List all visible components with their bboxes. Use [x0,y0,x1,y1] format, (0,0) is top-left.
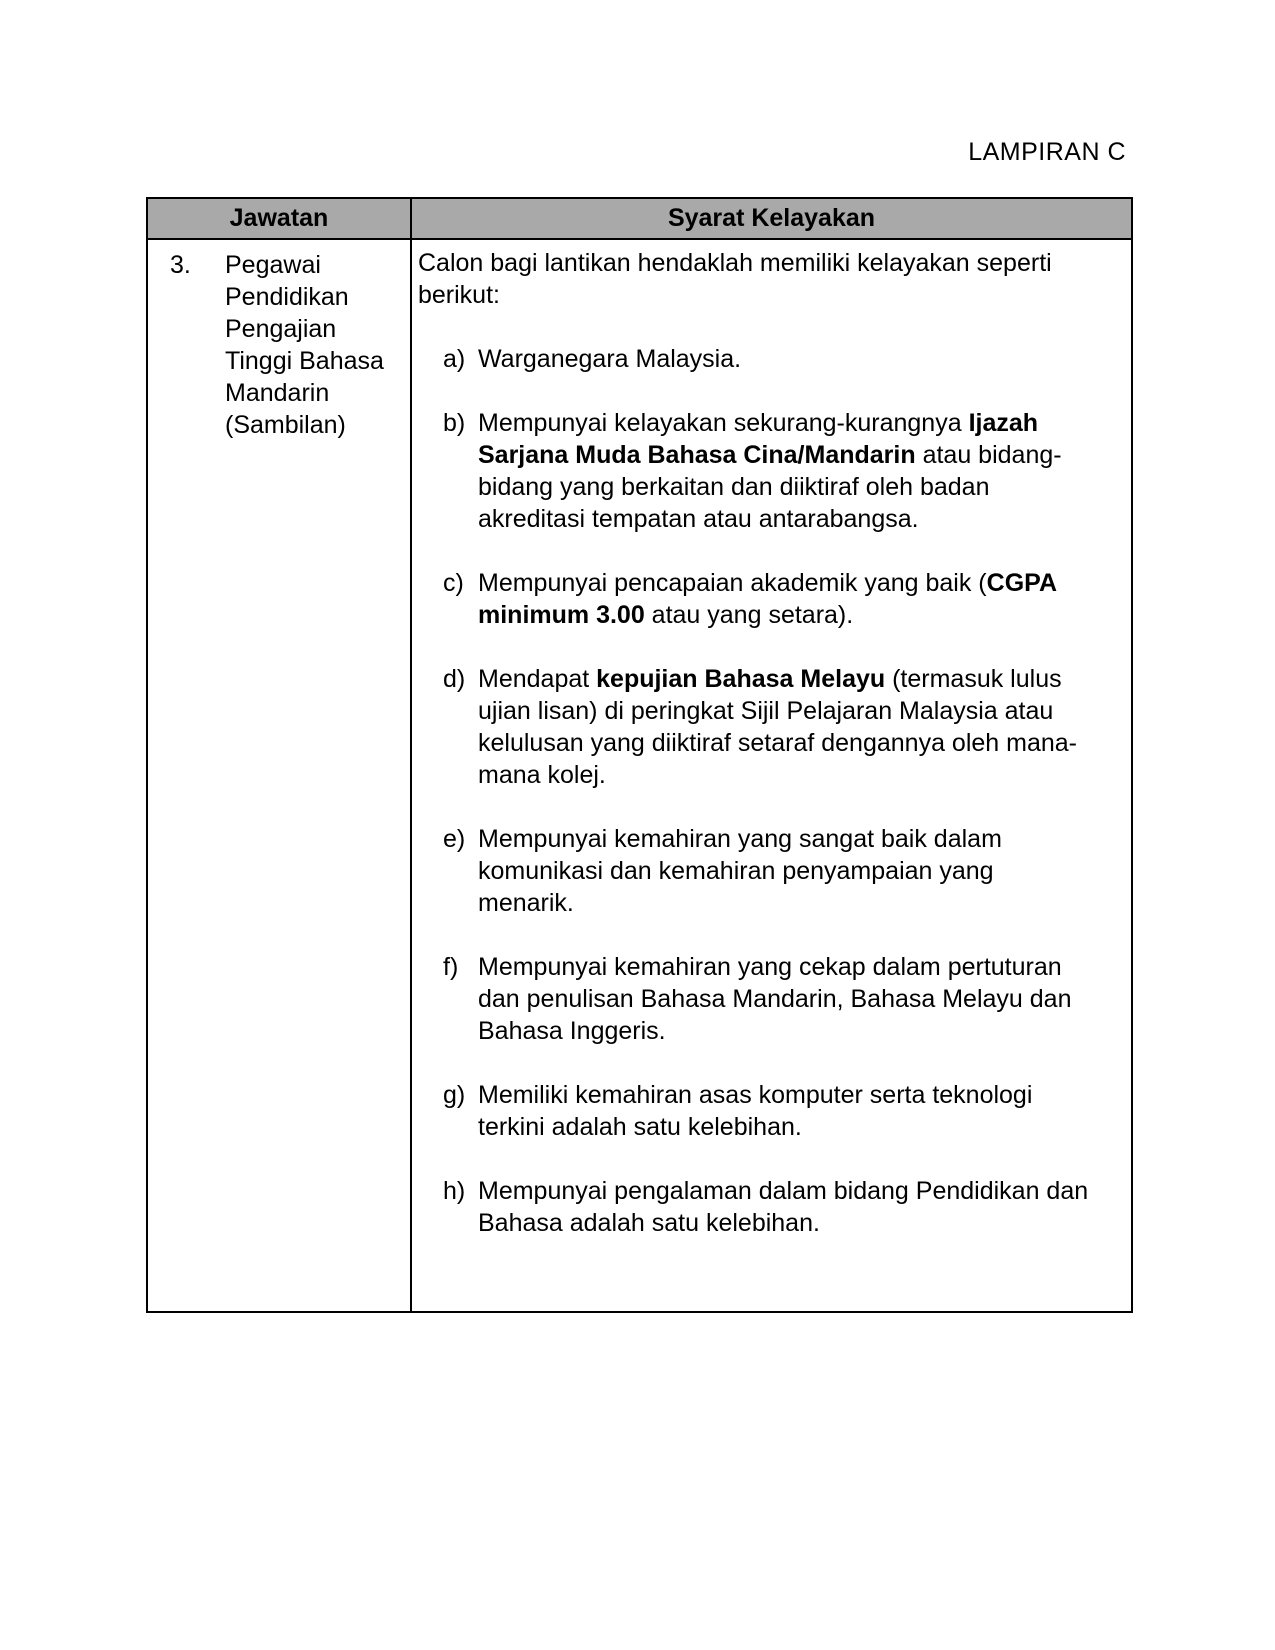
requirement-item-c [418,567,1091,631]
requirement-item-g [418,1079,1091,1143]
requirements-table [146,197,1133,1313]
requirement-text: Mempunyai kelayakan sekurang-kurangnya Ijazah Sarjana Muda Bahasa Cina/Mandarin atau bidang-bidang yang berkaitan dan diiktiraf oleh badan akreditasi tempatan atau antarabangsa. [478,409,1062,533]
requirement-letter: g) [443,1081,466,1109]
requirement-text: Mempunyai kemahiran yang cekap dalam pertuturan dan penulisan Bahasa Mandarin, Bahasa Melayu dan Bahasa Inggeris. [478,953,1072,1045]
requirement-item-d [418,663,1091,791]
table-row [147,239,1132,1312]
requirement-item-a [418,343,1091,375]
requirement-text: Mempunyai kemahiran yang sangat baik dalam komunikasi dan kemahiran penyampaian yang menarik. [478,825,1002,917]
requirement-text: Warganegara Malaysia. [478,345,742,373]
requirement-item-f [418,951,1091,1047]
requirement-letter: h) [443,1177,466,1205]
column-header-jawatan: Jawatan [147,198,411,239]
requirement-letter: e) [443,825,466,853]
requirement-item-h [418,1175,1091,1239]
position-title: Pegawai Pendidikan Pengajian Tinggi Bahasa Mandarin (Sambilan) [225,251,384,439]
jawatan-cell [147,239,411,1312]
requirements-list [418,343,1091,1239]
corner-label: LAMPIRAN C [968,138,1126,166]
requirement-letter: b) [443,409,466,437]
requirement-letter: c) [443,569,464,597]
syarat-kelayakan-cell [411,239,1132,1312]
table-header-row [147,198,1132,239]
requirement-letter: f) [443,953,459,981]
requirement-text: Mendapat kepujian Bahasa Melayu (termasuk lulus ujian lisan) di peringkat Sijil Pelajaran Malaysia atau kelulusan yang diiktiraf setaraf dengannya oleh mana-mana kolej. [478,665,1077,789]
column-header-syarat-kelayakan: Syarat Kelayakan [411,198,1132,239]
requirement-item-b [418,407,1091,535]
row-number: 3. [170,251,191,279]
requirement-text: Memiliki kemahiran asas komputer serta teknologi terkini adalah satu kelebihan. [478,1081,1033,1141]
requirement-text: Mempunyai pencapaian akademik yang baik (CGPA minimum 3.00 atau yang setara). [478,569,1057,629]
requirement-item-e [418,823,1091,919]
requirement-text: Mempunyai pengalaman dalam bidang Pendidikan dan Bahasa adalah satu kelebihan. [478,1177,1089,1237]
requirement-letter: a) [443,345,466,373]
requirement-letter: d) [443,665,466,693]
intro-paragraph: Calon bagi lantikan hendaklah memiliki kelayakan seperti berikut: [418,249,1052,309]
